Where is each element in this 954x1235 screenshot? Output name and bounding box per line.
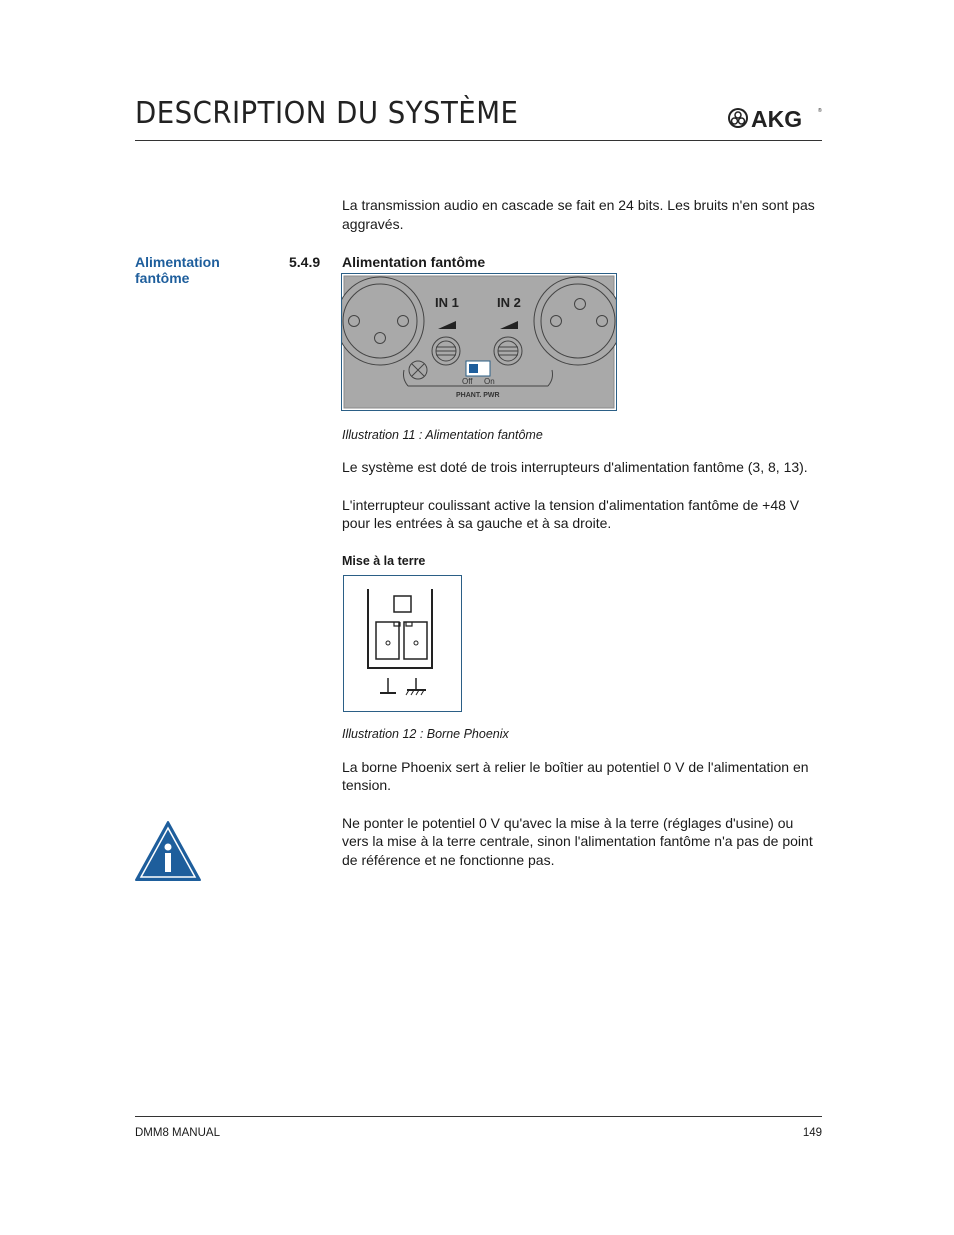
section-title: Alimentation fantôme — [342, 254, 486, 270]
para-2-line-2: pour les entrées à sa gauche et à sa droite. — [342, 515, 612, 531]
section-number: 5.4.9 — [289, 254, 321, 270]
in2-label: IN 2 — [497, 295, 521, 310]
phantom-power-panel-drawing — [342, 274, 616, 410]
intro-line-1: La transmission audio en cascade se fait en 24 bits. Les bruits n'en sont pas — [342, 197, 815, 213]
side-label — [135, 254, 265, 286]
svg-text:®: ® — [818, 108, 822, 114]
off-label: Off — [462, 377, 473, 386]
side-label-line-2: fantôme — [135, 270, 190, 286]
phantom-switch — [469, 364, 478, 373]
svg-text:AKG: AKG — [751, 106, 803, 131]
phantom-power-figure — [341, 273, 617, 411]
page-title: DESCRIPTION DU SYSTÈME — [135, 96, 519, 131]
side-label-line-1: Alimentation — [135, 254, 220, 270]
subheading-grounding: Mise à la terre — [342, 554, 426, 568]
footer-divider — [135, 1116, 822, 1117]
para-2-line-1: L'interrupteur coulissant active la tension d'alimentation fantôme de +48 V — [342, 497, 800, 513]
phoenix-terminal-figure — [343, 575, 462, 712]
para-3-line-2: tension. — [342, 777, 392, 793]
note-line-1: Ne ponter le potentiel 0 V qu'avec la mise à la terre (réglages d'usine) ou — [342, 815, 794, 831]
on-label: On — [484, 377, 495, 386]
figure-1-caption: Illustration 11 : Alimentation fantôme — [342, 428, 543, 442]
note-line-3: de référence et ne fonctionne pas. — [342, 852, 555, 868]
para-1: Le système est doté de trois interrupteurs d'alimentation fantôme (3, 8, 13). — [342, 459, 808, 475]
note-line-2: vers la mise à la terre centrale, sinon l'alimentation fantôme n'a pas de point — [342, 833, 813, 849]
intro-line-2: aggravés. — [342, 216, 404, 232]
phoenix-terminal-drawing — [344, 576, 461, 711]
in1-label: IN 1 — [435, 295, 459, 310]
footer-manual-name: DMM8 MANUAL — [135, 1127, 220, 1139]
phant-pwr-label: PHANT. PWR — [456, 392, 500, 399]
akg-logo — [727, 105, 823, 131]
info-warning-icon — [134, 820, 202, 882]
para-3-line-1: La borne Phoenix sert à relier le boîtier au potentiel 0 V de l'alimentation en — [342, 759, 809, 775]
header-divider — [135, 140, 822, 141]
figure-2-caption: Illustration 12 : Borne Phoenix — [342, 727, 509, 741]
page-number: 149 — [802, 1127, 822, 1139]
